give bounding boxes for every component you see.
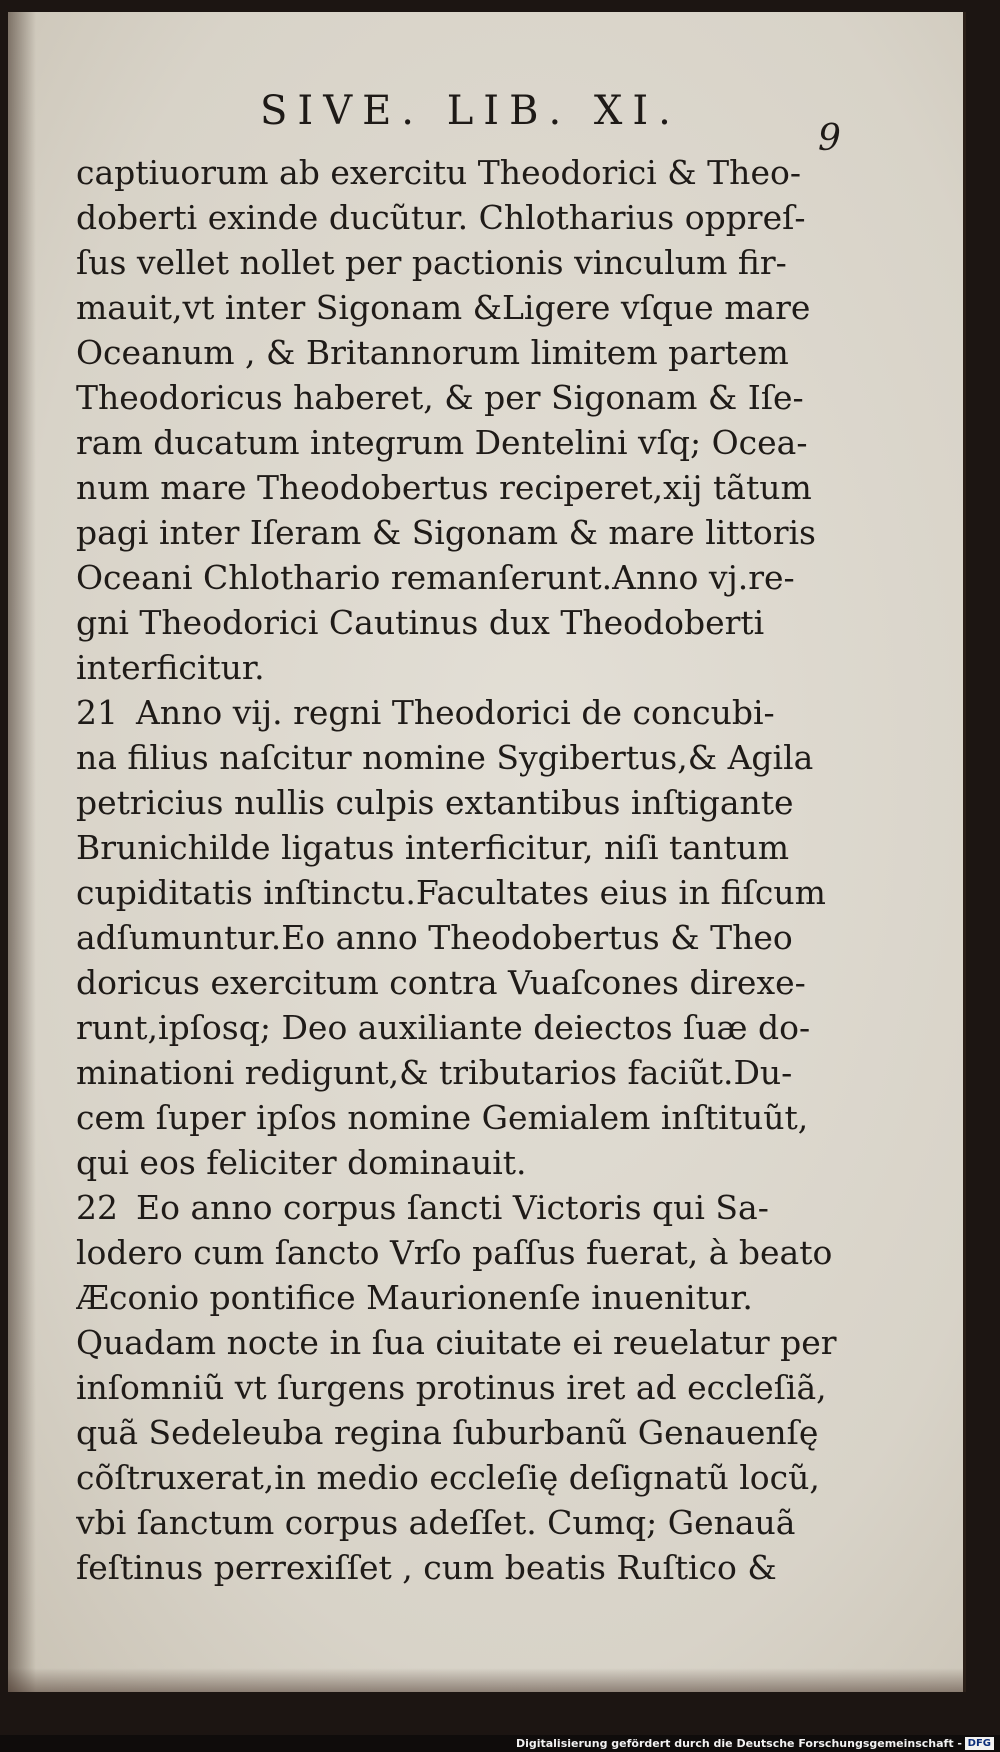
- text-line: [76, 1455, 846, 1500]
- line-text: Oceani Chlothario remanſerunt.Anno vj.re-: [76, 558, 795, 597]
- text-line: [76, 510, 846, 555]
- text-line: [76, 555, 846, 600]
- text-line: [76, 240, 846, 285]
- body-text: [76, 150, 846, 1590]
- text-line: [76, 1365, 846, 1410]
- text-line: [76, 960, 846, 1005]
- line-text: Brunichilde ligatus interficitur, niſi tantum: [76, 828, 790, 867]
- text-line: [76, 1320, 846, 1365]
- text-line: [76, 1500, 846, 1545]
- text-line: [76, 1275, 846, 1320]
- text-line: [76, 1410, 846, 1455]
- line-text: vbi ſanctum corpus adeſſet. Cumq; Genauã: [76, 1503, 796, 1542]
- line-text: runt,ipſosq; Deo auxiliante deiectos ſuæ do-: [76, 1008, 811, 1047]
- text-line: [76, 465, 846, 510]
- dfg-logo: DFG: [965, 1737, 994, 1750]
- line-text: captiuorum ab exercitu Theodorici & Theo-: [76, 153, 801, 192]
- paragraph-number: 22: [76, 1188, 118, 1227]
- line-text: mauit,vt inter Sigonam &Ligere vſque mare: [76, 288, 811, 327]
- text-line: [76, 645, 846, 690]
- text-line: [76, 690, 846, 735]
- line-text: petricius nullis culpis extantibus inſtigante: [76, 783, 794, 822]
- line-text: gni Theodorici Cautinus dux Theodoberti: [76, 603, 765, 642]
- line-text: na filius naſcitur nomine Sygibertus,& Agila: [76, 738, 814, 777]
- text-line: [76, 1140, 846, 1185]
- footer-credit: Digitalisierung gefördert durch die Deutsche Forschungsgemeinschaft -: [515, 1737, 962, 1750]
- text-line: [76, 1050, 846, 1095]
- text-line: [76, 600, 846, 645]
- running-head: SIVE. LIB. XI.: [260, 88, 681, 134]
- text-line: [76, 1095, 846, 1140]
- line-text: cem ſuper ipſos nomine Gemialem inſtituũt,: [76, 1098, 809, 1137]
- line-text: doricus exercitum contra Vuaſcones direxe-: [76, 963, 806, 1002]
- text-line: [76, 825, 846, 870]
- text-line: [76, 285, 846, 330]
- line-text: minationi redigunt,& tributarios faciũt.Du-: [76, 1053, 793, 1092]
- line-text: inſomniũ vt ſurgens protinus iret ad eccleſiã,: [76, 1368, 827, 1407]
- page-number: 9: [818, 118, 841, 159]
- line-text: adſumuntur.Eo anno Theodobertus & Theo: [76, 918, 793, 957]
- line-text: cupiditatis inſtinctu.Facultates eius in fiſcum: [76, 873, 826, 912]
- line-text: Æconio pontifice Maurionenſe inuenitur.: [76, 1278, 753, 1317]
- line-text: ſus vellet nollet per pactionis vinculum fir-: [76, 243, 787, 282]
- text-line: [76, 735, 846, 780]
- text-line: [76, 780, 846, 825]
- text-line: [76, 870, 846, 915]
- text-line: [76, 150, 846, 195]
- line-text: Quadam nocte in ſua ciuitate ei reuelatur per: [76, 1323, 837, 1362]
- text-line: [76, 375, 846, 420]
- line-text: feſtinus perrexiſſet , cum beatis Ruſtico &: [76, 1548, 777, 1587]
- line-text: Theodoricus haberet, & per Sigonam & Iſe-: [76, 378, 804, 417]
- line-text: Anno vij. regni Theodorici de concubi-: [136, 693, 775, 732]
- paragraph-number: 21: [76, 693, 118, 732]
- text-line: [76, 1230, 846, 1275]
- text-line: [76, 915, 846, 960]
- line-text: quã Sedeleuba regina ſuburbanũ Genauenſę: [76, 1413, 819, 1452]
- line-text: Oceanum , & Britannorum limitem partem: [76, 333, 789, 372]
- line-text: ram ducatum integrum Dentelini vſq; Ocea-: [76, 423, 808, 462]
- page-bottom-edge: [8, 1668, 963, 1692]
- text-line: [76, 1185, 846, 1230]
- line-text: num mare Theodobertus reciperet,xij tãtum: [76, 468, 812, 507]
- line-text: cõſtruxerat,in medio eccleſię deſignatũ locũ,: [76, 1458, 820, 1497]
- line-text: Eo anno corpus ſancti Victoris qui Sa-: [136, 1188, 769, 1227]
- line-text: doberti exinde ducũtur. Chlotharius oppreſ-: [76, 198, 806, 237]
- line-text: lodero cum ſancto Vrſo paſſus fuerat, à beato: [76, 1233, 833, 1272]
- text-line: [76, 1545, 846, 1590]
- text-line: [76, 330, 846, 375]
- line-text: pagi inter Iſeram & Sigonam & mare littoris: [76, 513, 816, 552]
- spine-shadow: [8, 12, 36, 1692]
- text-line: [76, 195, 846, 240]
- text-line: [76, 420, 846, 465]
- line-text: qui eos feliciter dominauit.: [76, 1143, 527, 1182]
- text-line: [76, 1005, 846, 1050]
- line-text: interficitur.: [76, 648, 265, 687]
